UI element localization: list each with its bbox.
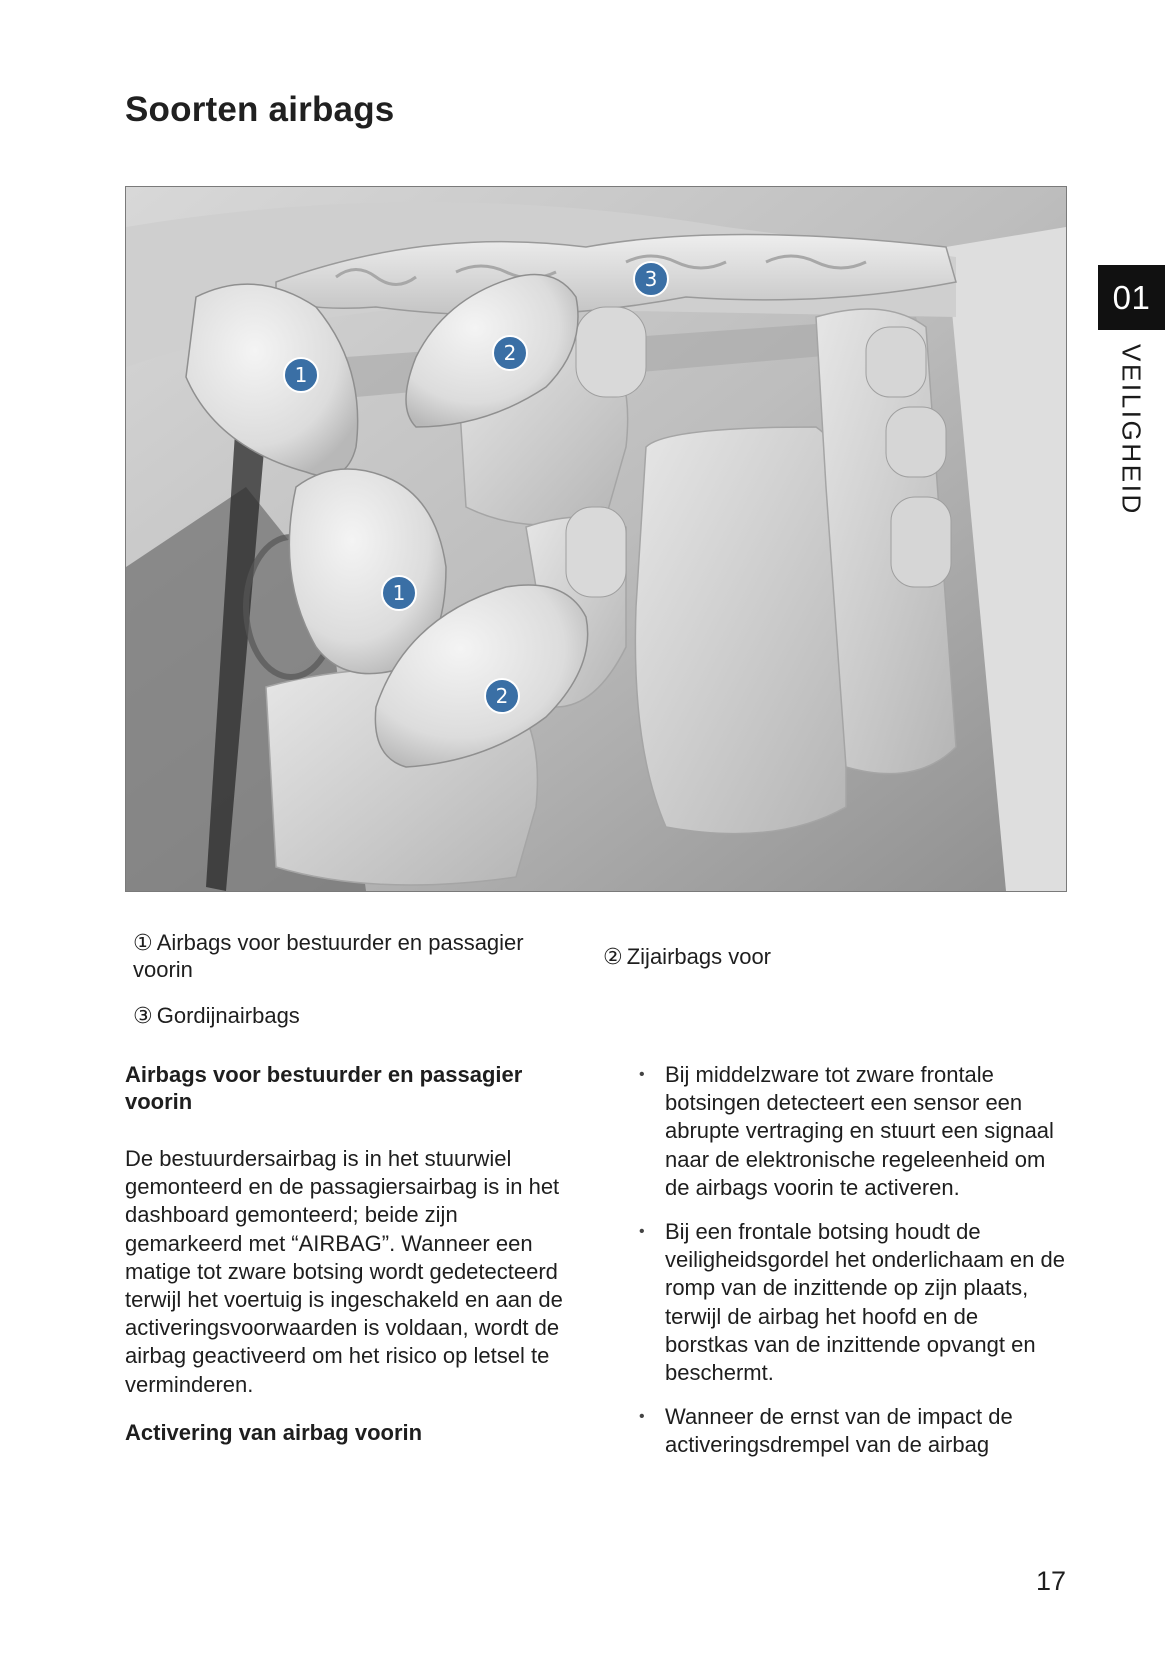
bullet-item <box>625 1061 1065 1202</box>
right-column <box>625 1061 1065 1476</box>
bullet-icon: • <box>639 1223 645 1241</box>
chapter-name-label: VEILIGHEID <box>1116 344 1147 516</box>
legend-number: ② <box>603 944 623 969</box>
bullet-text: Bij een frontale botsing houdt de veiligheidsgordel het onderlichaam en de romp van de inzittende op zijn plaats, terwijl de airbag het hoofd en de borstkas van de inzittende opvangt en beschermt. <box>665 1219 1065 1386</box>
legend-item-2 <box>603 943 1033 970</box>
left-column <box>125 1061 565 1446</box>
bullet-item <box>625 1218 1065 1387</box>
chapter-number-tab: 01 <box>1098 265 1165 330</box>
legend-item-1 <box>133 929 563 983</box>
bullet-text: Bij middelzware tot zware frontale botsingen detecteert een sensor een abrupte vertraging en stuurt een signaal naar de elektronische regeleenheid om de airbags voorin te activeren. <box>665 1062 1054 1200</box>
marker-3 <box>634 262 668 296</box>
bullet-text: Wanneer de ernst van de impact de activeringsdrempel van de airbag <box>665 1404 1013 1458</box>
svg-text:1: 1 <box>294 363 308 387</box>
marker-2-lower <box>485 679 519 713</box>
section-heading: Airbags voor bestuurder en passagier voorin <box>125 1062 523 1114</box>
marker-1-upper <box>284 358 318 392</box>
bullet-item <box>625 1403 1065 1459</box>
page-number: 17 <box>1036 1566 1067 1596</box>
legend-text: Zijairbags voor <box>626 944 772 969</box>
legend-number: ① <box>133 930 153 955</box>
airbag-illustration <box>125 186 1067 892</box>
legend-text: Gordijnairbags <box>156 1003 300 1028</box>
bullet-icon: • <box>639 1066 645 1083</box>
svg-text:2: 2 <box>495 684 509 708</box>
svg-text:1: 1 <box>392 581 406 605</box>
legend-item-3 <box>133 1002 563 1029</box>
svg-text:2: 2 <box>503 341 517 365</box>
marker-1-lower <box>382 576 416 610</box>
page-title: Soorten airbags <box>125 90 395 129</box>
body-paragraph: De bestuurdersairbag is in het stuurwiel gemonteerd en de passagiersairbag is in het dashboard gemonteerd; beide zijn gemarkeerd met “AIRBAG”. Wanneer een matige tot zware botsing wordt gedetecteerd terwijl het voertuig is ingeschakeld en aan de activeringsvoorwaarden is voldaan, wordt de airbag geactiveerd om het risico op letsel te verminderen. <box>125 1146 563 1397</box>
marker-2-upper <box>493 336 527 370</box>
legend-text: Airbags voor bestuurder en passagier voorin <box>133 930 524 982</box>
legend-number: ③ <box>133 1003 153 1028</box>
section-heading-activation: Activering van airbag voorin <box>125 1419 423 1445</box>
bullet-icon: • <box>639 1408 645 1426</box>
bullet-list <box>625 1061 1065 1460</box>
svg-text:3: 3 <box>644 267 658 291</box>
